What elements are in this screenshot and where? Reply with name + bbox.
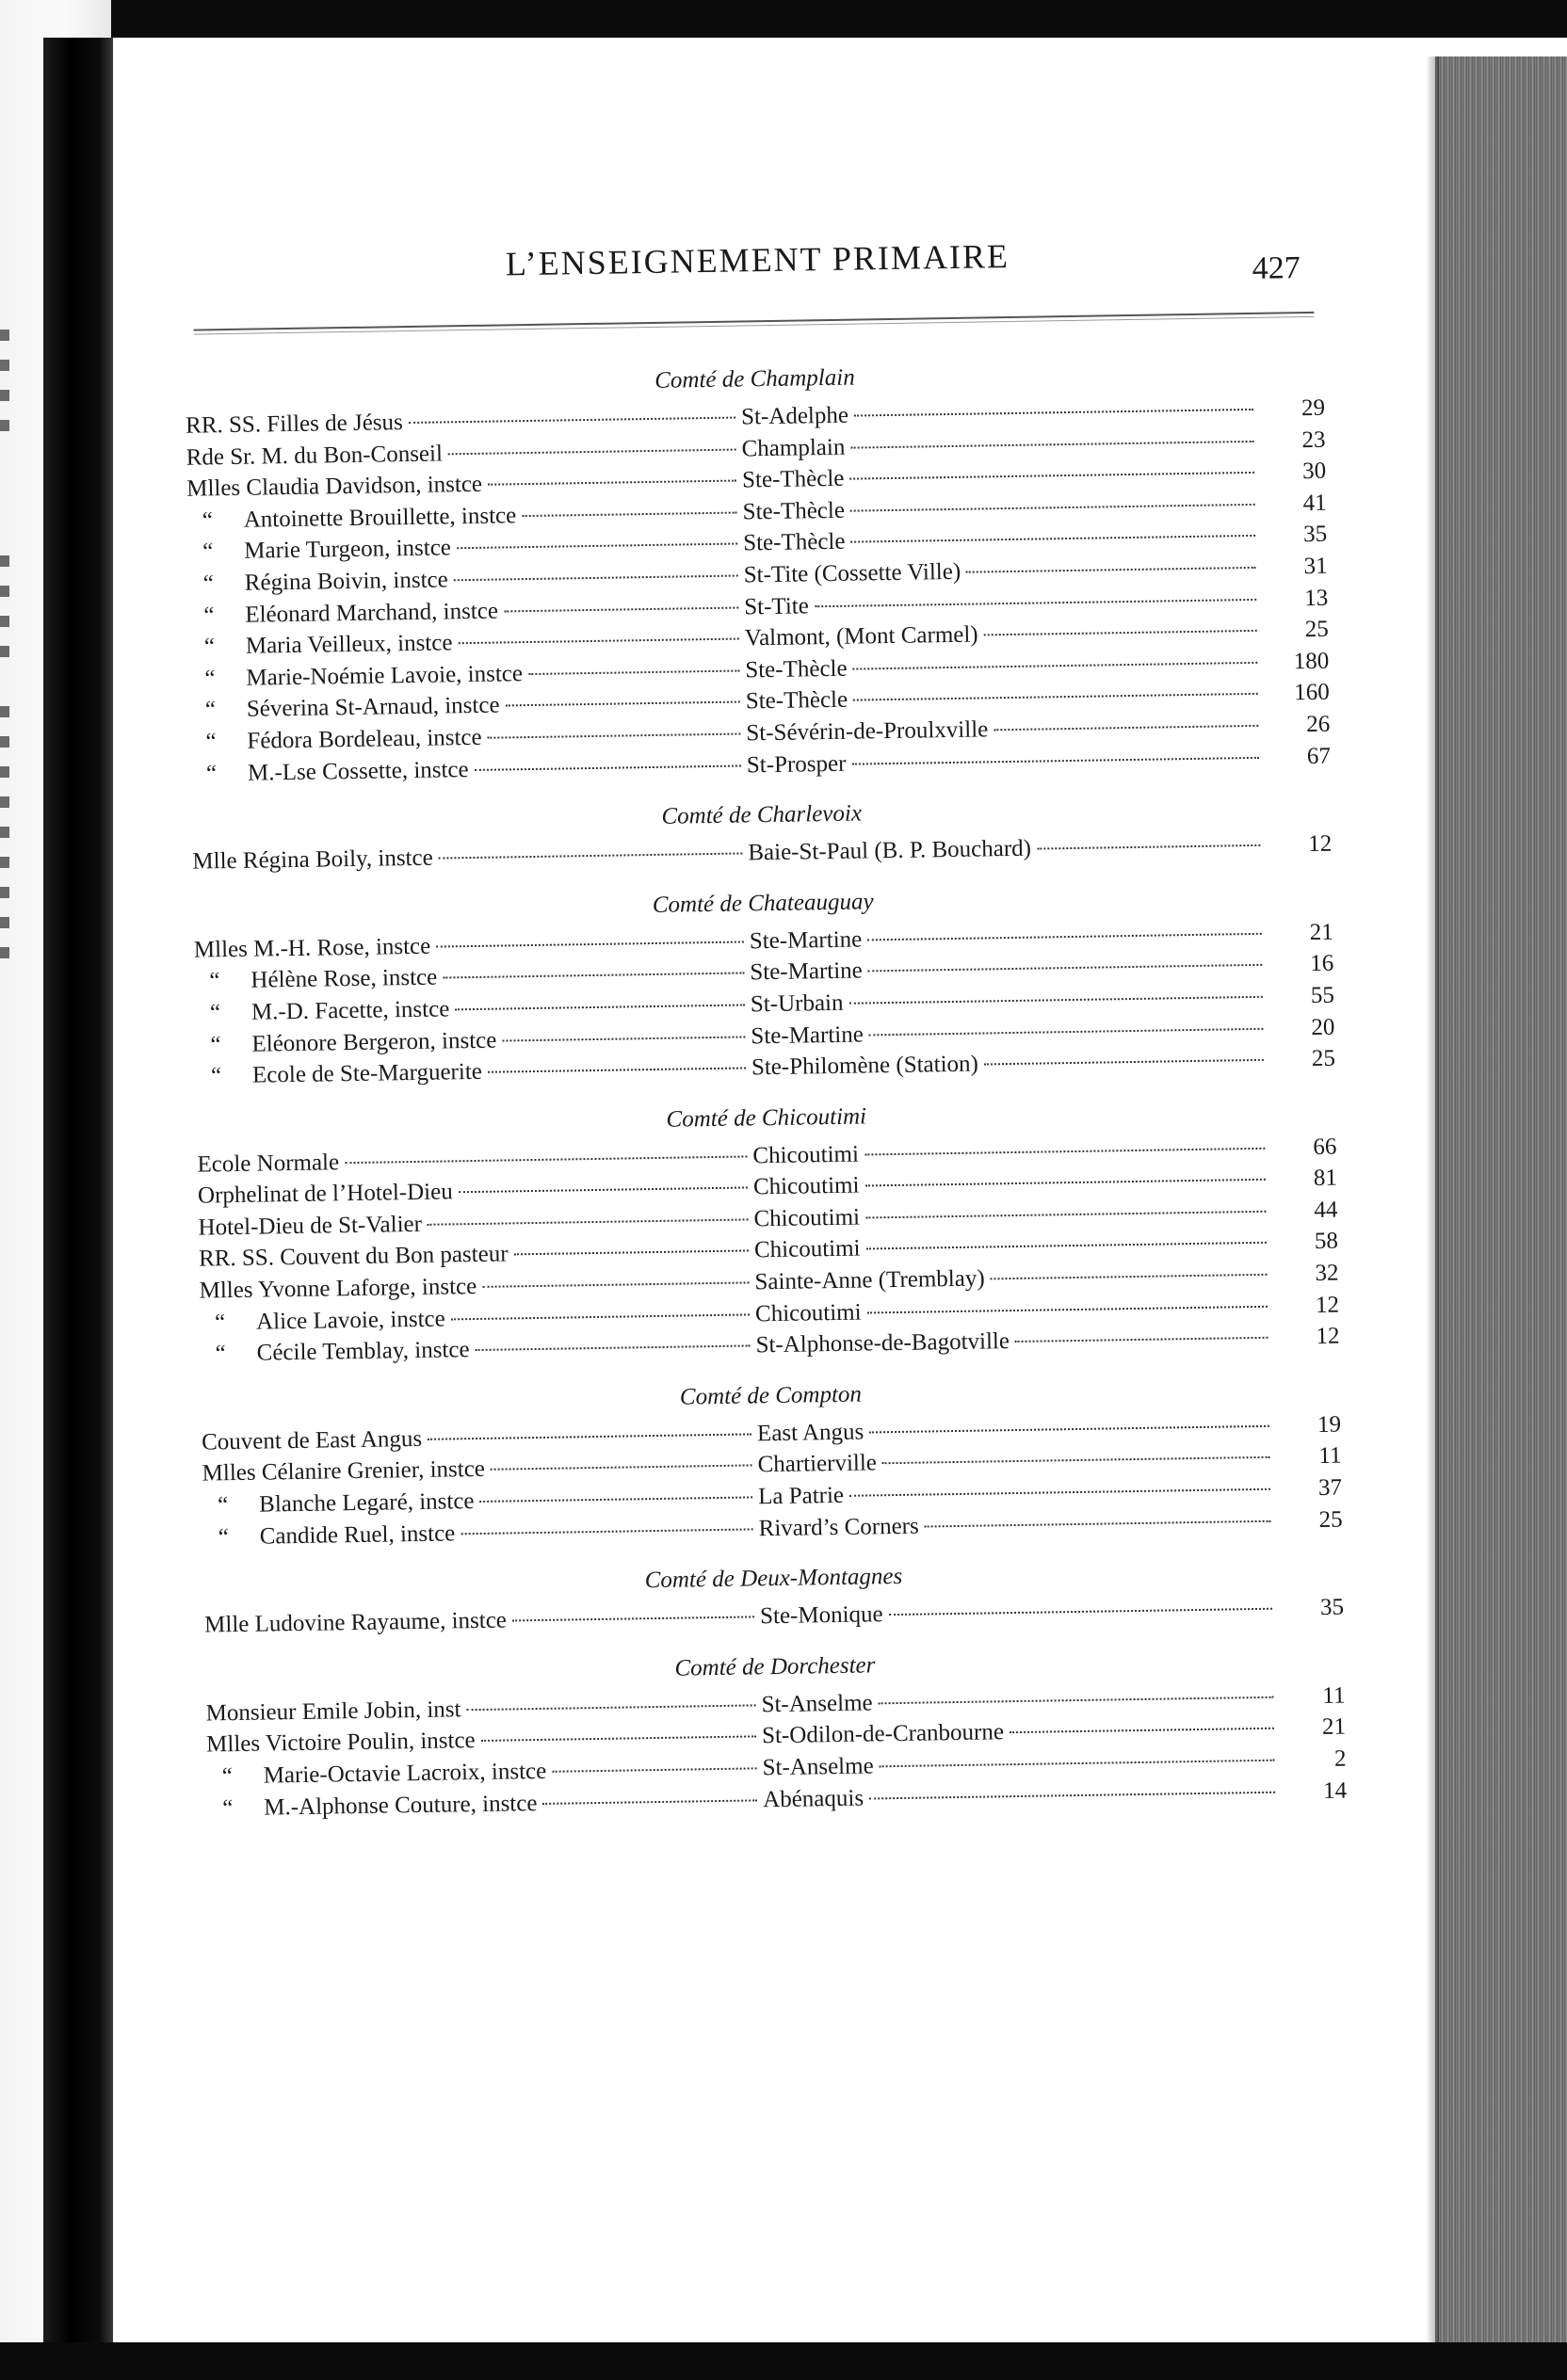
dot-leader [867,1305,1268,1313]
entry-name: Mlle Régina Boily, instce [192,844,433,875]
facing-page-text-mark [0,330,9,341]
facing-page-text-mark [0,706,9,717]
ditto-mark: “ [202,507,214,534]
entry-name: Eléonard Marchand, instce [245,598,499,628]
dot-leader [443,973,744,979]
entry-count: 160 [1294,680,1330,706]
dot-leader [864,1147,1265,1155]
entry-count: 35 [1319,1594,1345,1621]
county-section [197,1087,1340,1370]
running-head: L’ENSEIGNEMENT PRIMAIRE [505,236,1010,283]
entry-place: Ste-Thècle [742,497,846,525]
entry-count: 23 [1301,426,1326,453]
entry-count: 16 [1310,950,1334,977]
ditto-mark: “ [217,1492,229,1519]
ditto-mark: “ [202,539,214,565]
entry-count: 20 [1311,1014,1335,1040]
dot-leader [458,638,738,645]
ditto-mark: “ [204,666,216,692]
dot-leader [522,511,736,517]
dot-leader [482,1281,749,1287]
dot-leader [865,1242,1266,1250]
dot-leader [850,440,1253,448]
county-heading: Comté de Charlevoix [661,800,863,829]
entry-place-cell [747,741,1265,780]
ditto-mark: “ [203,634,216,660]
dot-leader [455,1004,745,1010]
dot-leader [488,1068,746,1073]
entry-place: Chicoutimi [753,1236,861,1263]
entry-place: Ste-Martine [751,1021,864,1049]
header-rule [194,312,1315,335]
entry-place: Champlain [741,434,846,462]
entry-place-cell [760,1593,1278,1632]
entry-count: 180 [1293,648,1330,675]
entry-name: Mlles Célanire Grenier, instce [202,1456,486,1488]
entry-place: Ste-Martine [750,957,863,986]
dot-leader [476,1345,751,1352]
county-heading: Comté de Deux-Montagnes [644,1564,903,1594]
facing-page-text-mark [0,586,9,597]
dot-leader [428,1433,751,1439]
dot-leader [848,996,1262,1005]
dot-leader [994,725,1258,731]
county-heading: Comté de Compton [679,1381,863,1410]
dot-leader [451,1313,750,1320]
book-page-edges [1435,56,1567,2380]
page-number: 427 [1252,250,1300,286]
entry-name: RR. SS. Couvent du Bon pasteur [198,1241,509,1273]
dot-leader [1037,844,1260,850]
county-section [191,785,1332,878]
entry-count: 66 [1313,1134,1337,1160]
ditto-mark: “ [218,1523,230,1550]
dot-leader [868,964,1263,973]
entry-count: 26 [1306,711,1331,737]
entry-place: St-Adelphe [740,402,849,430]
dot-leader [506,701,740,707]
ditto-mark: “ [209,1000,221,1026]
entry-name: Couvent de East Angus [201,1425,423,1455]
dot-leader [853,693,1258,701]
dot-leader [502,1036,745,1041]
entry-name: Mlles M.-H. Rose, instce [193,933,431,963]
entry-count: 25 [1304,616,1329,643]
dot-leader [854,409,1253,417]
entry-place: Ste-Monique [759,1601,883,1630]
dot-leader [448,448,736,455]
county-section [203,1549,1344,1642]
entry-count: 55 [1310,982,1335,1008]
facing-page-text-mark [0,736,9,748]
ditto-mark: “ [210,1063,222,1089]
entry-place: Ste-Thècle [742,529,846,556]
dot-leader [984,630,1257,636]
county-section [193,873,1335,1092]
entry-name: Régina Boivin, instce [244,567,448,596]
ditto-mark: “ [221,1763,234,1790]
entry-name: Ecole de Ste-Marguerite [251,1058,483,1088]
dot-leader [880,1760,1275,1768]
entry-name: Orphelinat de l’Hotel-Dieu [197,1179,453,1209]
county-heading: Comté de Dorchester [674,1652,876,1681]
entry-place: St-Prosper [746,750,847,778]
entry-count: 58 [1314,1229,1339,1255]
entry-place: St-Sévérin-de-Proulxville [746,716,989,747]
facing-page-text-mark [0,796,9,808]
entry-count: 81 [1313,1165,1338,1192]
entry-place: St-Anselme [762,1753,874,1781]
dot-leader [882,1456,1270,1464]
county-section [205,1636,1348,1824]
dot-leader [454,574,738,581]
dot-leader [889,1608,1272,1616]
dot-leader [488,732,741,738]
dot-leader [991,1274,1268,1280]
facing-page-text-mark [0,766,9,778]
entry-count: 44 [1314,1197,1338,1223]
dot-leader [552,1767,756,1772]
dot-leader [542,1799,757,1805]
dot-leader [984,1059,1264,1066]
entry-name: Marie Turgeon, instce [244,535,452,565]
ditto-mark: “ [204,697,217,723]
entry-name: Séverina St-Arnaud, instce [246,692,500,723]
facing-page-text-mark [0,917,9,928]
entry-name: Ecole Normale [197,1149,340,1178]
entry-name: M.-D. Facette, instce [250,996,450,1025]
entry-name: Antoinette Brouillette, instce [243,502,517,533]
dot-leader [867,933,1262,941]
entry-count: 31 [1303,553,1328,580]
dot-leader [428,1218,749,1225]
dot-leader [879,1697,1274,1705]
entry-place: Ste-Thècle [745,687,848,715]
entry-name: Eléonore Bergeron, instce [251,1027,497,1057]
entry-name: Marie-Noémie Lavoie, instce [246,660,524,691]
entry-place: Valmont, (Mont Carmel) [744,621,978,651]
county-heading: Comté de Chateauguay [652,889,874,918]
entry-place-cell [755,1322,1273,1361]
county-section [201,1365,1343,1552]
entry-count: 67 [1306,743,1332,769]
ditto-mark: “ [205,729,217,755]
dot-leader [850,504,1255,512]
entry-place: Ste-Philomène (Station) [751,1051,979,1081]
entry-place: Sainte-Anne (Tremblay) [754,1265,985,1295]
entry-place: Chicoutimi [754,1299,862,1327]
entry-count: 11 [1318,1443,1342,1470]
dot-leader [345,1155,747,1164]
facing-page-text-mark [0,857,9,868]
dot-leader [475,764,741,770]
entry-place: East Angus [756,1419,864,1447]
entry-name: M.-Lse Cossette, instce [247,756,469,786]
dot-leader [528,669,739,675]
dot-leader [850,535,1255,543]
entry-name: Fédora Bordeleau, instce [247,724,482,754]
ditto-mark: “ [209,968,220,994]
dot-leader [439,853,743,860]
dot-leader [436,941,744,947]
county-section [185,349,1331,790]
entry-place: La Patrie [757,1482,845,1510]
entry-name: RR. SS. Filles de Jésus [185,410,403,439]
entry-name: Monsieur Emile Jobin, inst [205,1697,461,1727]
dot-leader [466,1704,755,1711]
entry-name: Mlles Yvonne Laforge, instce [199,1274,477,1304]
dot-leader [849,472,1254,480]
ditto-mark: “ [222,1794,234,1821]
facing-page-text-mark [0,947,9,958]
entry-count: 21 [1321,1713,1347,1741]
entry-count: 25 [1318,1506,1343,1533]
entry-place: St-Tite (Cossette Ville) [743,558,961,588]
entry-place: Chicoutimi [752,1141,860,1169]
dot-leader [851,756,1258,764]
book-page [95,27,1453,2353]
entry-count: 19 [1317,1411,1342,1438]
entry-place: St-Tite [744,592,810,619]
entry-count: 12 [1316,1323,1340,1350]
entry-count: 30 [1301,458,1327,485]
entry-count: 41 [1302,490,1327,516]
entry-place: Chicoutimi [753,1204,861,1232]
entry-place: St-Anselme [761,1690,873,1718]
entry-place: Chicoutimi [752,1172,860,1200]
entry-name: Marie-Octavie Lacroix, instce [263,1758,547,1789]
ditto-mark: “ [202,571,215,597]
ditto-mark: “ [203,602,215,628]
dot-leader [853,662,1258,670]
dot-leader [849,1488,1270,1497]
entry-count: 11 [1322,1682,1346,1709]
facing-page-text-mark [0,360,9,371]
facing-page-text-mark [0,887,9,898]
facing-page-text-mark [0,390,9,401]
dot-leader [514,1250,750,1256]
entry-count: 29 [1300,394,1326,422]
entry-place: Chartierville [757,1450,878,1478]
facing-page-text-mark [0,420,9,431]
entry-count: 35 [1302,522,1328,548]
dot-leader [457,543,737,550]
entry-name: Candide Ruel, instce [259,1520,456,1550]
entry-place: St-Odilon-de-Cranbourne [761,1719,1005,1749]
dot-leader [869,1791,1275,1799]
ditto-mark: “ [215,1341,226,1367]
entry-place: St-Urbain [750,989,844,1018]
listing [185,349,1347,1838]
facing-page-text-mark [0,555,9,567]
dot-leader [481,1736,756,1743]
dot-leader [1015,1337,1268,1343]
dot-leader [925,1520,1271,1527]
facing-page-text-mark [0,646,9,657]
dot-leader [480,1496,753,1503]
entry-count: 12 [1308,830,1333,858]
entry-name: Hotel-Dieu de St-Valier [198,1211,423,1241]
entry-name: Mlle Ludovine Rayaume, instce [203,1607,508,1638]
dot-leader [512,1616,754,1622]
dot-leader [409,417,735,424]
entry-name: Hélène Rose, instce [250,964,438,994]
entry-place: Baie-St-Paul (B. P. Bouchard) [748,835,1032,866]
entry-name: Maria Veilleux, instce [245,630,453,659]
entry-count: 12 [1315,1292,1340,1318]
entry-place: Ste-Thècle [741,465,845,493]
entry-name: M.-Alphonse Couture, instce [264,1790,538,1821]
entry-name: Blanche Legaré, instce [258,1488,475,1518]
entry-name: Alice Lavoie, instce [255,1306,445,1335]
ditto-mark: “ [210,1031,221,1057]
entry-name: Mlles Claudia Davidson, instce [186,471,483,502]
dot-leader [491,1465,752,1471]
page-header [98,230,1421,307]
ditto-mark: “ [205,760,218,786]
dot-leader [460,1528,752,1535]
entry-name: Mlles Victoire Poulin, instce [205,1728,476,1758]
county-heading: Comté de Champlain [654,364,855,394]
entry-count: 13 [1303,585,1329,611]
dot-leader [864,1179,1265,1187]
entry-place: Rivard’s Corners [758,1513,919,1541]
entry-place: Ste-Thècle [745,655,848,683]
entry-count: 21 [1309,919,1333,945]
entry-count: 25 [1311,1045,1336,1072]
facing-page-text-mark [0,827,9,838]
dot-leader [815,598,1256,606]
dot-leader [966,567,1256,573]
entry-count: 37 [1317,1474,1343,1501]
ditto-mark: “ [214,1309,226,1335]
facing-page-text-mark [0,616,9,627]
entry-count: 2 [1333,1745,1347,1772]
dot-leader [1010,1728,1274,1733]
dot-leader [869,1425,1269,1434]
entry-place: St-Alphonse-de-Bagotville [755,1328,1010,1359]
dot-leader [504,606,738,612]
entry-name: Cécile Temblay, instce [256,1337,470,1366]
entry-place: Abénaquis [762,1785,864,1812]
entry-count: 32 [1315,1260,1339,1287]
county-heading: Comté de Chicoutimi [666,1103,867,1133]
dot-leader [488,480,736,486]
entry-place: Ste-Martine [749,926,863,955]
entry-name: Rde Sr. M. du Bon-Conseil [186,441,444,471]
dot-leader [869,1027,1264,1036]
dot-leader [865,1211,1266,1219]
entry-count: 14 [1322,1777,1348,1804]
dot-leader [459,1187,748,1194]
